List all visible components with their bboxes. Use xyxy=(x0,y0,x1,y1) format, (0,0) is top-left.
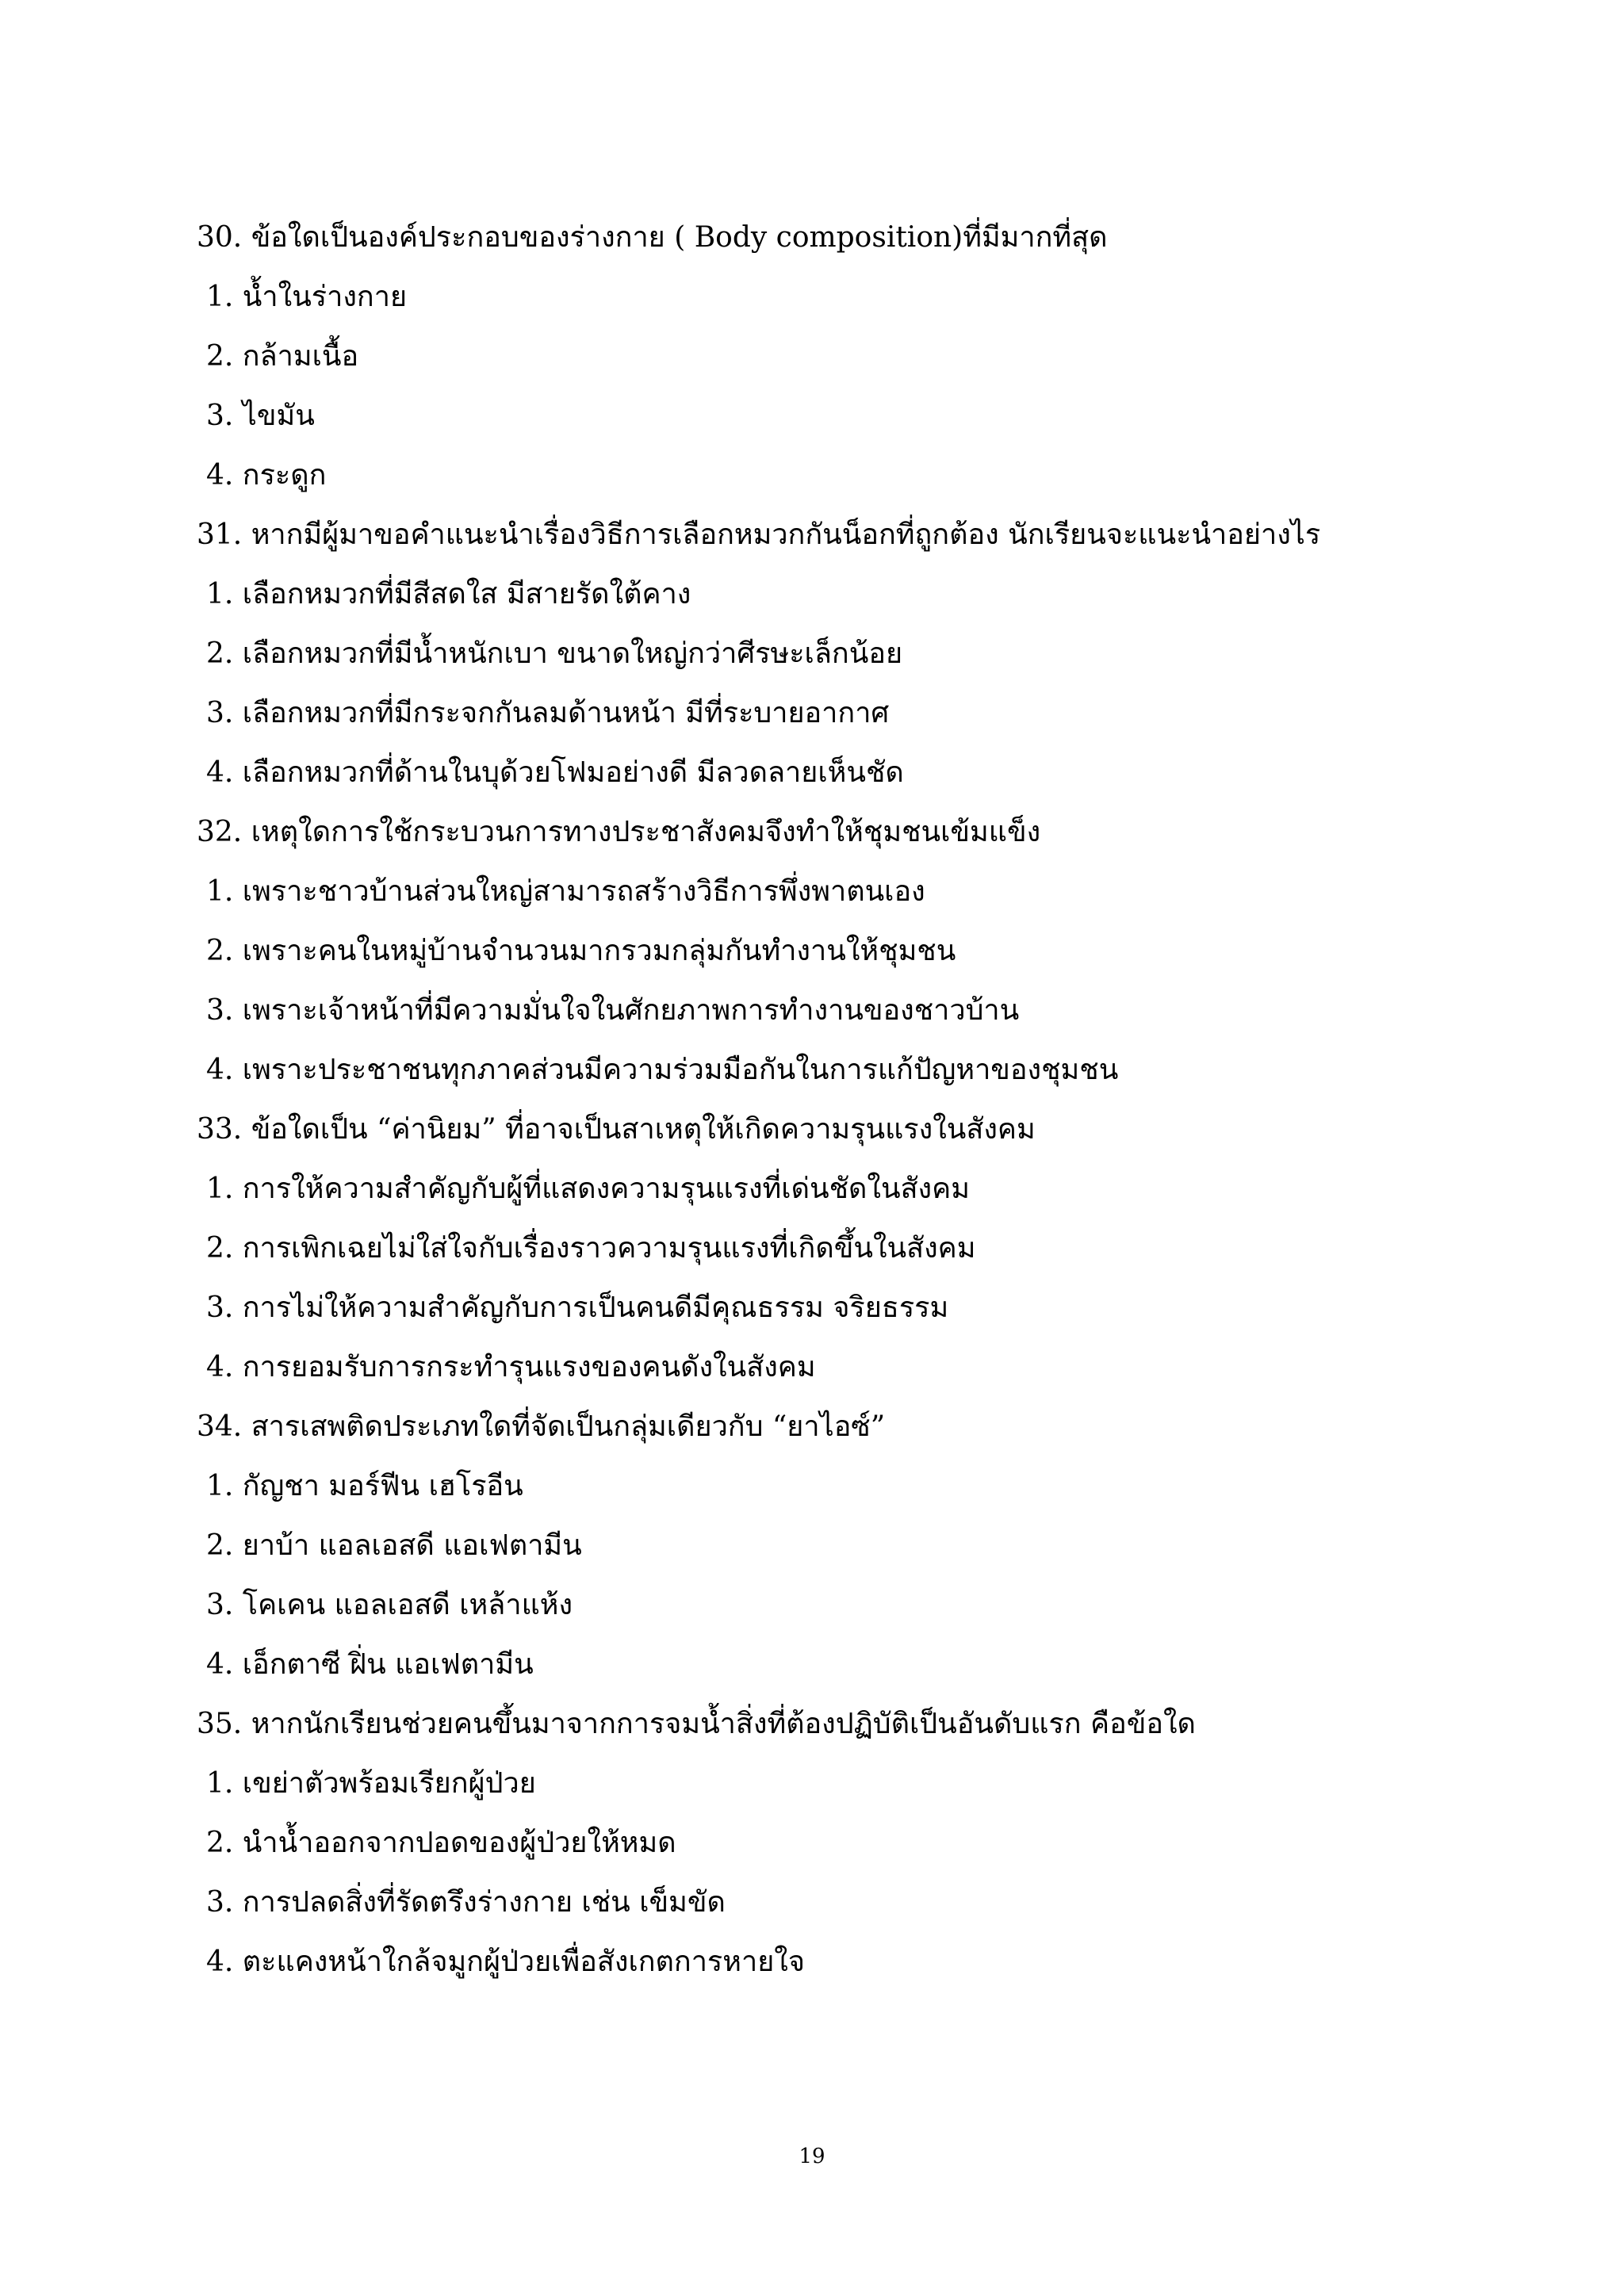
answer-option: 2. กล้ามเนื้อ xyxy=(206,340,359,373)
answer-option: 3. การปลดสิ่งที่รัดตรึงร่างกาย เช่น เข็มขัด xyxy=(206,1886,726,1919)
question-text: 30. ข้อใดเป็นองค์ประกอบของร่างกาย ( Body composition)ที่มีมากที่สุด xyxy=(197,221,1108,254)
page-number: 19 xyxy=(799,2145,825,2168)
question-text: 32. เหตุใดการใช้กระบวนการทางประชาสังคมจึงทำให้ชุมชนเข้มแข็ง xyxy=(197,816,1041,848)
answer-option: 4. ตะแคงหน้าใกล้จมูกผู้ป่วยเพื่อสังเกตการหายใจ xyxy=(206,1946,805,1978)
question-text: 34. สารเสพติดประเภทใดที่จัดเป็นกลุ่มเดียวกับ “ยาไอซ์” xyxy=(197,1410,886,1443)
answer-option: 4. เลือกหมวกที่ด้านในบุด้วยโฟมอย่างดี มีลวดลายเห็นชัด xyxy=(206,756,904,789)
question-30 xyxy=(197,208,1481,505)
answer-option: 2. การเพิกเฉยไม่ใส่ใจกับเรื่องราวความรุนแรงที่เกิดขึ้นในสังคม xyxy=(206,1232,976,1265)
question-33 xyxy=(197,1100,1481,1397)
question-text: 33. ข้อใดเป็น “ค่านิยม” ที่อาจเป็นสาเหตุให้เกิดความรุนแรงในสังคม xyxy=(197,1113,1036,1146)
answer-option: 3. โคเคน แอลเอสดี เหล้าแห้ง xyxy=(206,1589,573,1621)
answer-option: 1. เลือกหมวกที่มีสีสดใส มีสายรัดใต้คาง xyxy=(206,578,691,610)
question-text: 35. หากนักเรียนช่วยคนขึ้นมาจากการจมน้ำสิ่งที่ต้องปฏิบัติเป็นอันดับแรก คือข้อใด xyxy=(197,1708,1196,1740)
answer-option: 3. เพราะเจ้าหน้าที่มีความมั่นใจในศักยภาพการทำงานของชาวบ้าน xyxy=(206,994,1020,1027)
answer-option: 2. ยาบ้า แอลเอสดี แอเฟตามีน xyxy=(206,1529,582,1562)
question-31 xyxy=(197,505,1481,802)
answer-option: 1. การให้ความสำคัญกับผู้ที่แสดงความรุนแรงที่เด่นชัดในสังคม xyxy=(206,1173,970,1205)
question-34 xyxy=(197,1397,1481,1694)
answer-option: 2. เพราะคนในหมู่บ้านจำนวนมากรวมกลุ่มกันทำงานให้ชุมชน xyxy=(206,935,956,967)
answer-option: 4. กระดูก xyxy=(206,459,327,492)
answer-option: 2. นำน้ำออกจากปอดของผู้ป่วยให้หมด xyxy=(206,1827,676,1859)
question-list xyxy=(197,208,1481,1992)
answer-option: 1. น้ำในร่างกาย xyxy=(206,281,408,313)
question-32 xyxy=(197,802,1481,1100)
question-text: 31. หากมีผู้มาขอคำแนะนำเรื่องวิธีการเลือกหมวกกันน็อกที่ถูกต้อง นักเรียนจะแนะนำอย่างไร xyxy=(197,519,1321,551)
answer-option: 4. การยอมรับการกระทำรุนแรงของคนดังในสังคม xyxy=(206,1351,816,1383)
answer-option: 4. เอ็กตาซี ฝิ่น แอเฟตามีน xyxy=(206,1648,534,1681)
answer-option: 1. เพราะชาวบ้านส่วนใหญ่สามารถสร้างวิธีการพึ่งพาตนเอง xyxy=(206,875,925,908)
answer-option: 3. เลือกหมวกที่มีกระจกกันลมด้านหน้า มีที่ระบายอากาศ xyxy=(206,697,890,729)
answer-option: 3. ไขมัน xyxy=(206,400,315,432)
question-35 xyxy=(197,1694,1481,1992)
answer-option: 2. เลือกหมวกที่มีน้ำหนักเบา ขนาดใหญ่กว่าศีรษะเล็กน้อย xyxy=(206,637,903,670)
answer-option: 4. เพราะประชาชนทุกภาคส่วนมีความร่วมมือกันในการแก้ปัญหาของชุมชน xyxy=(206,1054,1119,1086)
answer-option: 1. เขย่าตัวพร้อมเรียกผู้ป่วย xyxy=(206,1767,536,1800)
answer-option: 1. กัญชา มอร์ฟีน เฮโรอีน xyxy=(206,1470,523,1502)
answer-option: 3. การไม่ให้ความสำคัญกับการเป็นคนดีมีคุณธรรม จริยธรรม xyxy=(206,1292,949,1324)
